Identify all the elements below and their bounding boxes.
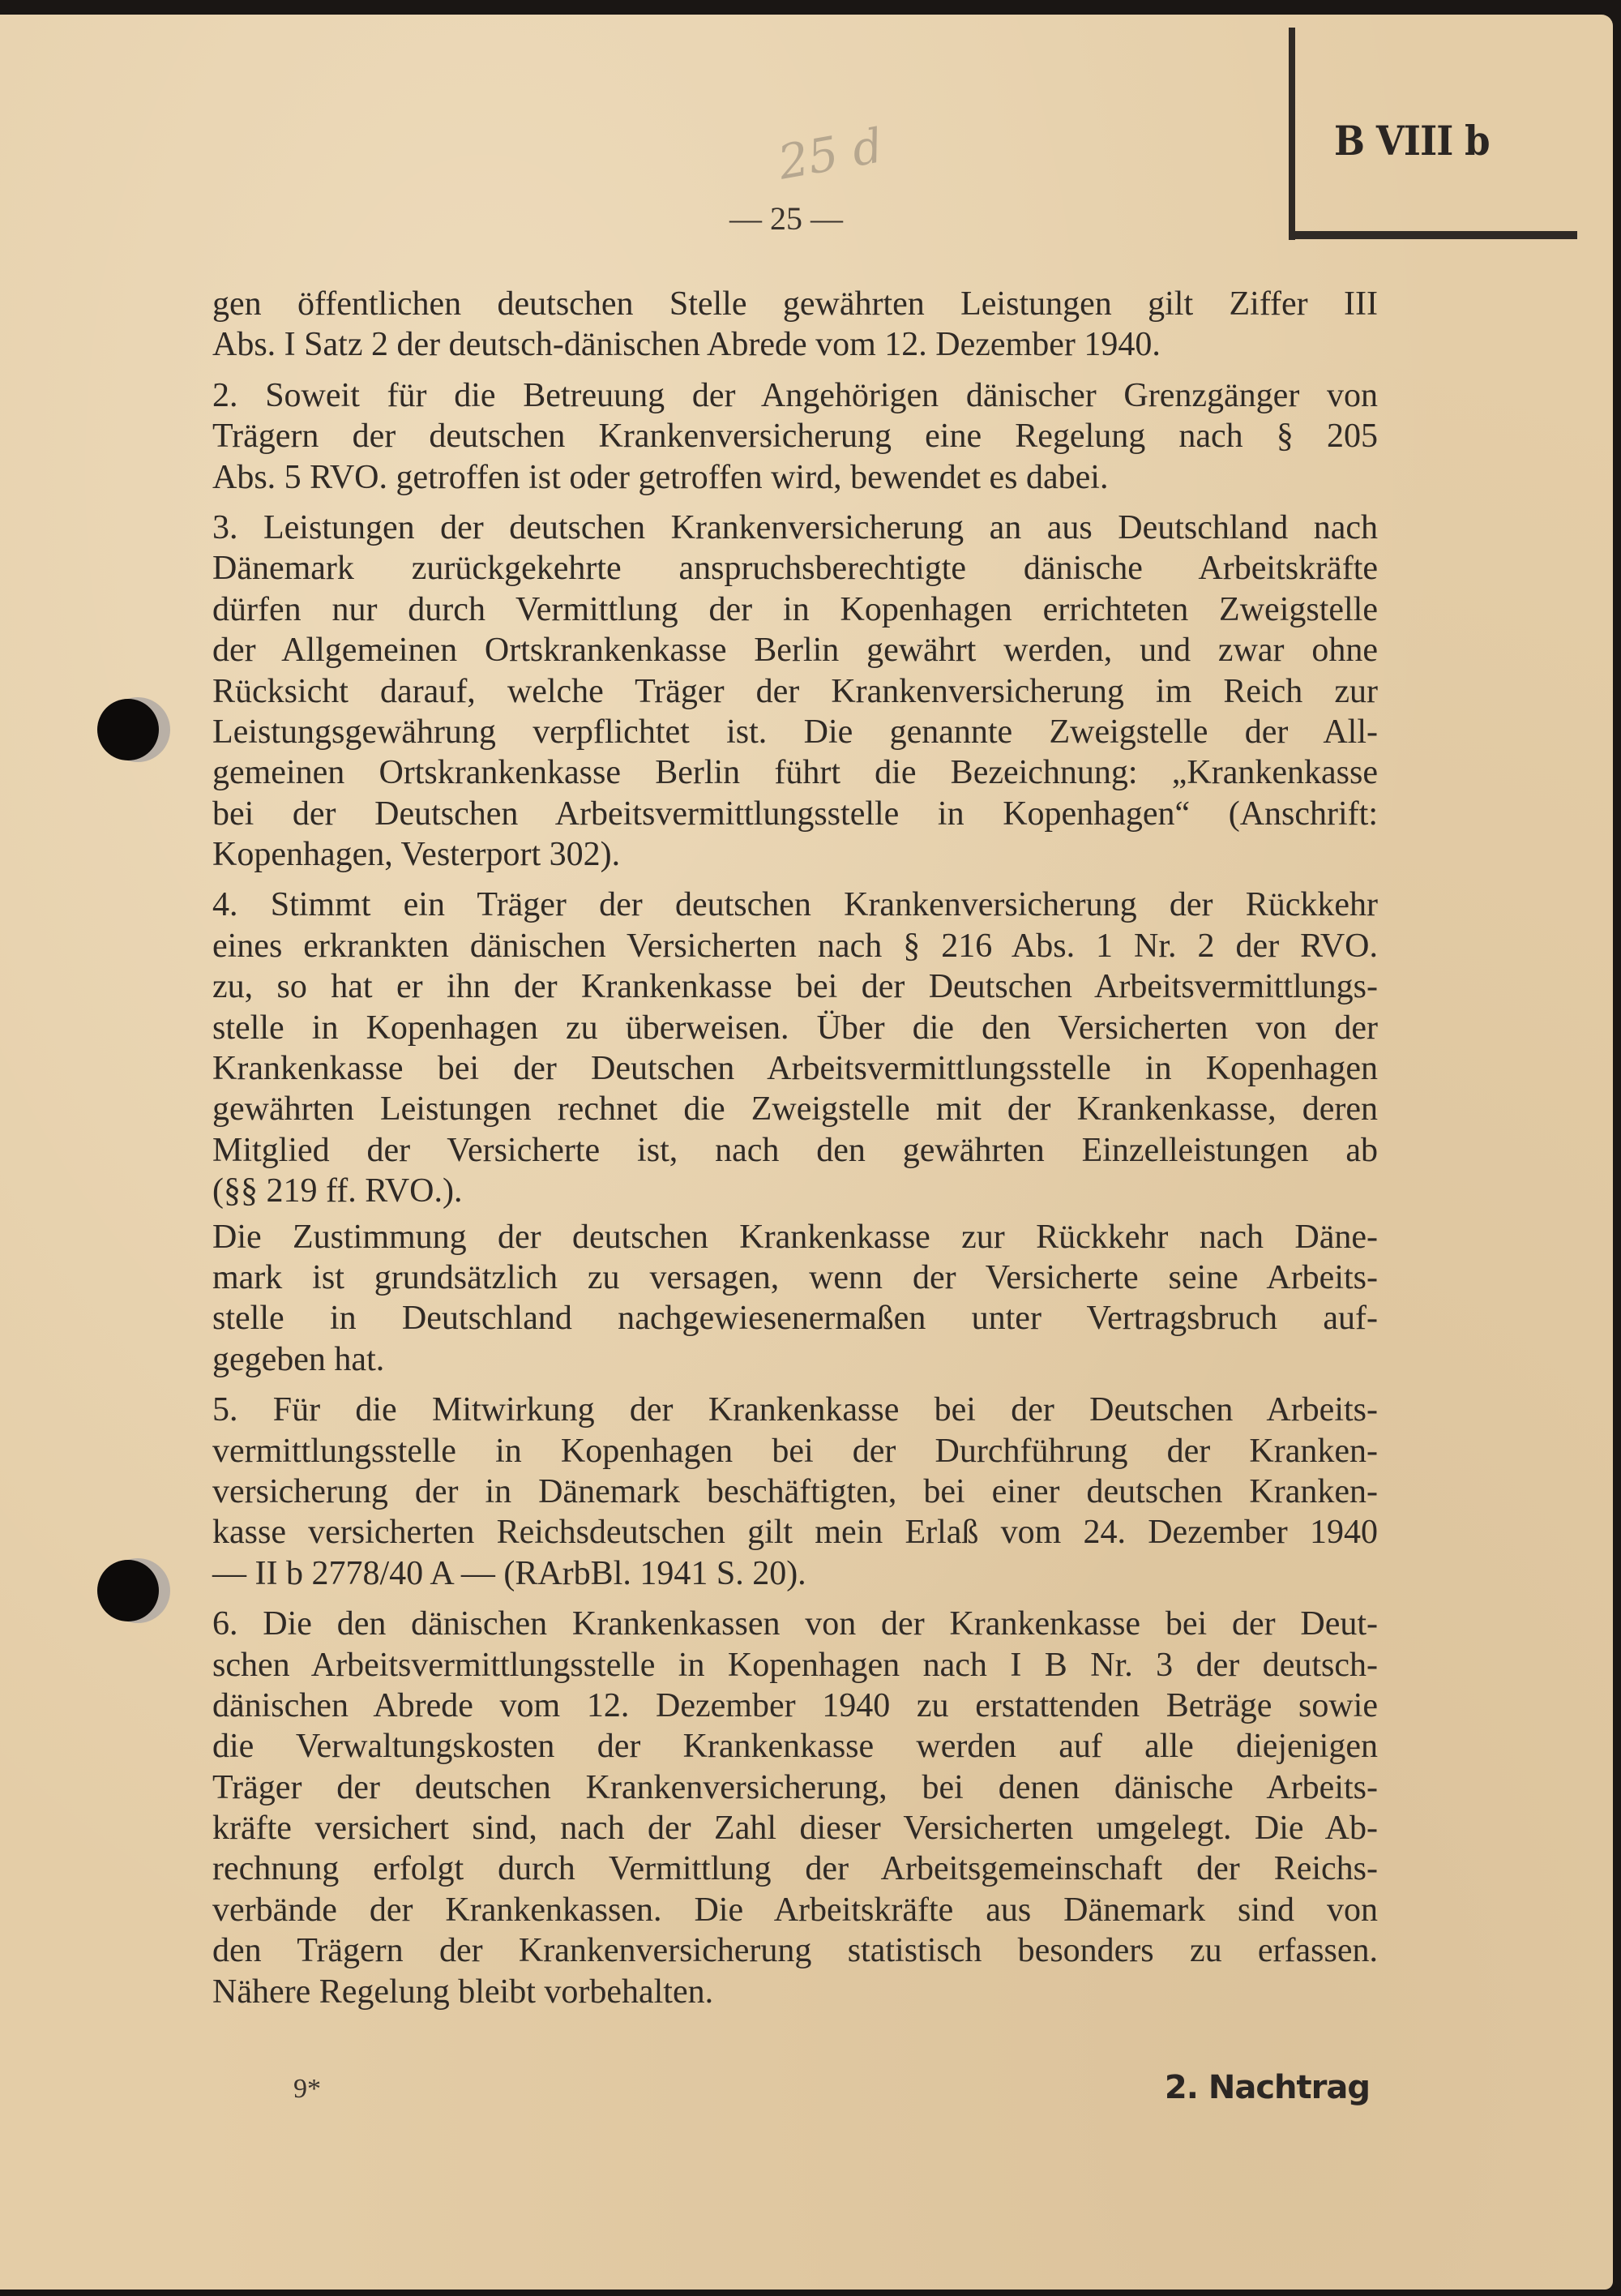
text-line: zu, so hat er ihn der Krankenkasse bei der Deutschen Arbeitsvermittlungs-	[212, 968, 1378, 1006]
paragraph	[212, 375, 1378, 498]
text-line: gen öffentlichen deutschen Stelle gewährten Leistungen gilt Ziffer III	[212, 285, 1378, 323]
paragraph	[212, 1390, 1378, 1594]
text-line: Mitglied der Versicherte ist, nach den gewährten Einzelleistungen ab	[212, 1131, 1378, 1169]
text-line: bei der Deutschen Arbeitsvermittlungsstelle in Kopenhagen“ (Anschrift:	[212, 795, 1378, 833]
punch-hole-lower	[97, 1560, 159, 1621]
text-line: gewährten Leistungen rechnet die Zweigstelle mit der Krankenkasse, deren	[212, 1090, 1378, 1129]
text-line: eines erkrankten dänischen Versicherten nach § 216 Abs. 1 Nr. 2 der RVO.	[212, 927, 1378, 965]
text-line: — II b 2778/40 A — (RArbBl. 1941 S. 20).	[212, 1554, 806, 1592]
text-line: Abs. 5 RVO. getroffen ist oder getroffen wird, bewendet es dabei.	[212, 458, 1109, 496]
text-line: den Trägern der Krankenversicherung statistisch besonders zu erfassen.	[212, 1932, 1378, 1970]
text-line: kasse versicherten Reichsdeutschen gilt mein Erlaß vom 24. Dezember 1940	[212, 1514, 1378, 1552]
handwritten-note: 25 d	[774, 118, 887, 191]
text-line: Kopenhagen, Vesterport 302).	[212, 836, 621, 874]
text-line: 5. Für die Mitwirkung der Krankenkasse bei der Deutschen Arbeits-	[212, 1391, 1378, 1429]
paragraph	[212, 885, 1378, 1211]
text-line: kräfte versichert sind, nach der Zahl dieser Versicherten umgelegt. Die Ab-	[212, 1810, 1378, 1848]
punch-hole-upper	[97, 699, 159, 760]
text-line: verbände der Krankenkassen. Die Arbeitskräfte aus Dänemark sind von	[212, 1891, 1378, 1929]
text-line: vermittlungsstelle in Kopenhagen bei der Durchführung der Kranken-	[212, 1432, 1378, 1470]
document-page	[0, 15, 1613, 2290]
text-line: (§§ 219 ff. RVO.).	[212, 1172, 463, 1210]
text-line: 3. Leistungen der deutschen Krankenversicherung an aus Deutschland nach	[212, 508, 1378, 546]
text-line: versicherung der in Dänemark beschäftigten, bei einer deutschen Kranken-	[212, 1472, 1378, 1510]
text-line: 6. Die den dänischen Krankenkassen von der Krankenkasse bei der Deut-	[212, 1605, 1378, 1643]
body-text	[212, 284, 1378, 2022]
text-line: Dänemark zurückgekehrte anspruchsberechtigte dänische Arbeitskräfte	[212, 550, 1378, 588]
text-line: mark ist grundsätzlich zu versagen, wenn der Versicherte seine Arbeits-	[212, 1258, 1378, 1296]
text-line: Trägern der deutschen Krankenversicherung eine Regelung nach § 205	[212, 418, 1378, 456]
paragraph	[212, 1217, 1378, 1381]
text-line: Leistungsgewährung verpflichtet ist. Die genannte Zweigstelle der All-	[212, 713, 1378, 751]
text-line: die Verwaltungskosten der Krankenkasse werden auf alle diejenigen	[212, 1728, 1378, 1766]
text-line: rechnung erfolgt durch Vermittlung der Arbeitsgemeinschaft der Reichs-	[212, 1850, 1378, 1888]
paragraph	[212, 508, 1378, 876]
text-line: gegeben hat.	[212, 1340, 385, 1378]
text-line: 4. Stimmt ein Träger der deutschen Krankenversicherung der Rückkehr	[212, 886, 1378, 924]
supplement-label: 2. Nachtrag	[1164, 2069, 1370, 2106]
text-line: Träger der deutschen Krankenversicherung, bei denen dänische Arbeits-	[212, 1768, 1378, 1806]
text-line: stelle in Deutschland nachgewiesenermaßen unter Vertragsbruch auf-	[212, 1300, 1378, 1338]
text-line: Abs. I Satz 2 der deutsch-dänischen Abrede vom 12. Dezember 1940.	[212, 326, 1161, 364]
section-code: B VIII b	[1334, 117, 1490, 165]
signature-mark: 9*	[293, 2074, 321, 2104]
text-line: schen Arbeitsvermittlungsstelle in Kopenhagen nach I B Nr. 3 der deutsch-	[212, 1646, 1378, 1684]
text-line: stelle in Kopenhagen zu überweisen. Über die den Versicherten von der	[212, 1009, 1378, 1047]
text-line: dürfen nur durch Vermittlung der in Kopenhagen errichteten Zweigstelle	[212, 590, 1378, 628]
text-line: der Allgemeinen Ortskrankenkasse Berlin gewährt werden, und zwar ohne	[212, 632, 1378, 670]
page-number: — 25 —	[729, 200, 843, 237]
text-line: Die Zustimmung der deutschen Krankenkasse zur Rückkehr nach Däne-	[212, 1218, 1378, 1256]
text-line: Nähere Regelung bleibt vorbehalten.	[212, 1973, 714, 2011]
text-line: gemeinen Ortskrankenkasse Berlin führt die Bezeichnung: „Krankenkasse	[212, 754, 1378, 792]
text-line: Rücksicht darauf, welche Träger der Krankenversicherung im Reich zur	[212, 672, 1378, 710]
paragraph	[212, 284, 1378, 366]
text-line: 2. Soweit für die Betreuung der Angehörigen dänischer Grenzgänger von	[212, 376, 1378, 414]
text-line: dänischen Abrede vom 12. Dezember 1940 zu erstattenden Beträge sowie	[212, 1686, 1378, 1724]
text-line: Krankenkasse bei der Deutschen Arbeitsvermittlungsstelle in Kopenhagen	[212, 1050, 1378, 1088]
paragraph	[212, 1604, 1378, 2012]
